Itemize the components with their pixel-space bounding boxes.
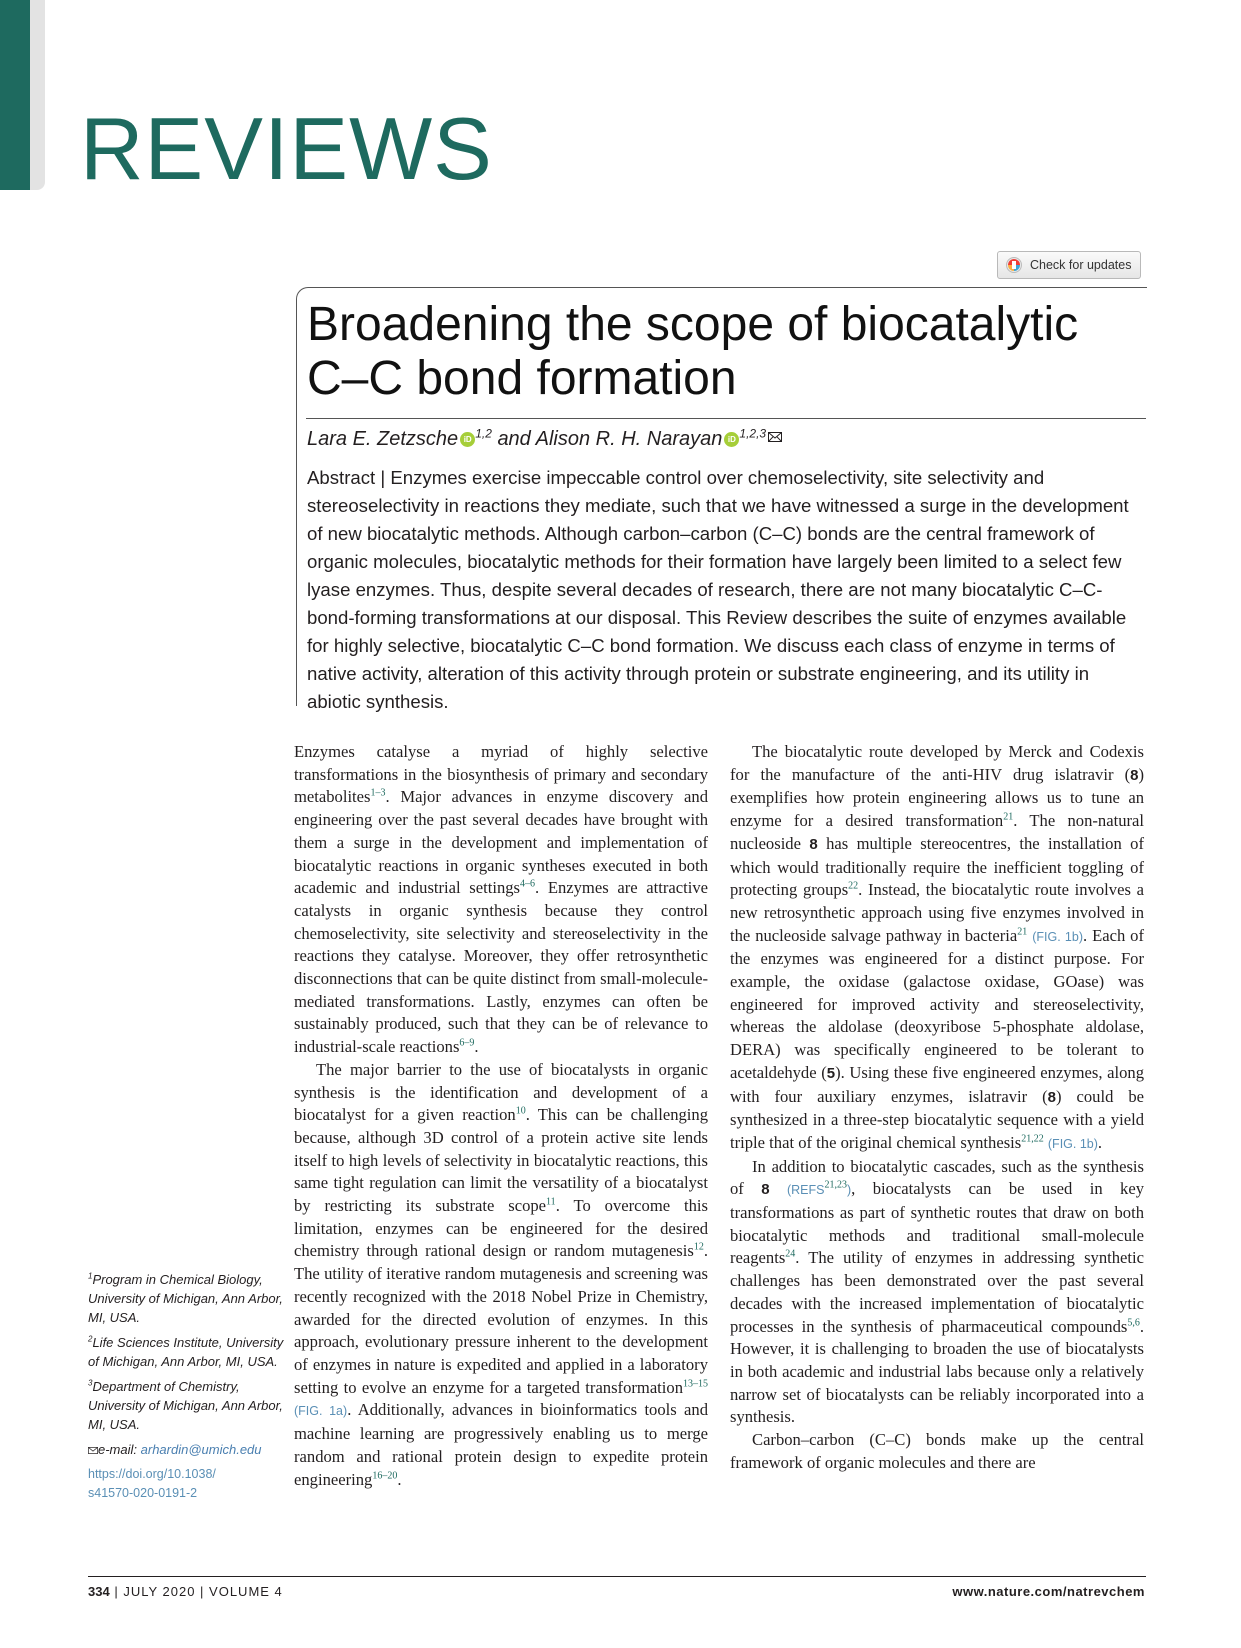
title-line-1: Broadening the scope of biocatalytic: [307, 298, 1079, 351]
footer-issue: 334 | JULY 2020 | VOLUME 4: [88, 1584, 283, 1599]
citation-link[interactable]: 5,6: [1127, 1317, 1140, 1329]
citation-link[interactable]: 6–9: [459, 1037, 475, 1049]
abstract-text: Enzymes exercise impeccable control over chemoselectivity, site selectivity and stereoselectivity in reactions they mediate, such that we have witnessed a surge in the development of new biocatalytic methods. Although carbon–carbon (C–C) bonds are the central framework of organic molecules, biocatalytic methods for their formation have largely been limited to a select few lyase enzymes. Thus, despite several decades of research, there are not many biocatalytic C–C-bond-forming transformations at our disposal. This Review describes the suite of enzymes available for highly selective, biocatalytic C–C bond formation. We discuss each class of enzyme in terms of native activity, alteration of this activity through protein or substrate engineering, and its utility in abiotic synthesis.: [307, 467, 1129, 712]
correspondence: e-mail: arhardin@umich.edu: [88, 1440, 288, 1459]
section-heading: REVIEWS: [80, 99, 493, 198]
citation-link[interactable]: 24: [785, 1248, 796, 1260]
title-line-2: C–C bond formation: [307, 352, 737, 405]
author-list: [307, 428, 782, 451]
citation-link[interactable]: 10: [515, 1105, 526, 1117]
check-for-updates-label: Check for updates: [1030, 258, 1132, 272]
envelope-icon[interactable]: [768, 432, 782, 442]
compound-number: 8: [1130, 766, 1139, 784]
citation-link[interactable]: 21,23: [824, 1179, 847, 1191]
citation-link[interactable]: 16–20: [372, 1469, 398, 1481]
affiliation: $^2$Life Sciences Institute, University of Michigan, Ann Arbor, MI, USA.: [88, 1334, 284, 1369]
citation-link[interactable]: 4–6: [520, 878, 536, 890]
citation-link[interactable]: 21: [1017, 926, 1028, 938]
citation-link[interactable]: 21: [1003, 811, 1014, 823]
affiliations: [88, 1270, 288, 1509]
title-rule: [306, 418, 1146, 419]
abstract-label: Abstract: [307, 467, 376, 488]
figure-link[interactable]: (FIG. 1a): [294, 1404, 348, 1419]
figure-link[interactable]: (FIG. 1b): [1032, 929, 1083, 944]
author-1-affiliations: 1,2: [475, 426, 492, 441]
section-color-band: [0, 0, 30, 190]
body-column-left: [294, 741, 708, 1491]
compound-number: 8: [1047, 1088, 1057, 1106]
section-band-shadow: [30, 0, 45, 190]
email-link[interactable]: arhardin@umich.edu: [140, 1442, 262, 1457]
compound-number: 8: [761, 1181, 770, 1199]
journal-url[interactable]: www.nature.com/natrevchem: [952, 1584, 1145, 1599]
author-2: Alison R. H. Narayan: [535, 428, 723, 450]
paragraph: Carbon–carbon (C–C) bonds make up the central framework of organic molecules and there are: [730, 1430, 1144, 1472]
author-conjunction: and: [497, 428, 531, 450]
crossmark-icon: [1006, 257, 1022, 273]
citation-link[interactable]: 13–15: [683, 1378, 708, 1390]
doi-link[interactable]: https://doi.org/10.1038/ s41570-020-0191-2: [88, 1467, 216, 1500]
article-title: [307, 298, 1127, 406]
orcid-icon[interactable]: iD: [460, 432, 475, 447]
affiliation: $^1$Program in Chemical Biology, University of Michigan, Ann Arbor, MI, USA.: [88, 1271, 283, 1325]
check-for-updates-button[interactable]: [997, 251, 1141, 279]
figure-link[interactable]: (FIG. 1b): [1047, 1136, 1098, 1151]
page-number: 334: [88, 1584, 110, 1599]
citation-link[interactable]: 22: [848, 880, 859, 892]
affiliation: $^3$Department of Chemistry, University of Michigan, Ann Arbor, MI, USA.: [88, 1378, 283, 1432]
refs-link[interactable]: (REFS: [786, 1183, 825, 1198]
paragraph: The major barrier to the use of biocatalysts in organic synthesis is the identification and development of a biocatalyst for a given reaction$^{10}$. This can be challenging because, although 3D control of a protein active site lends itself to high levels of selectivity in biocatalytic reactions, this same tight regulation can limit the versatility of a biocatalyst by restricting its substrate scope$^{11}$. To overcome this limitation, enzymes can be engineered for the desired chemistry through rational design or random mutagenesis$^{12}$. The utility of iterative random mutagenesis and screening was recently recognized with the 2018 Nobel Prize in Chemistry, awarded for the directed evolution of enzymes. In this approach, evolutionary pressure inherent to the development of enzymes in nature is expedited and applied in a laboratory setting to evolve an enzyme for a targeted transformation$^{13-15}$ (FIG. 1a). Additionally, advances in bioinformatics tools and machine learning are progressively enabling us to merge random and rational protein design to expedite protein engineering$^{16-20}$.: [294, 1059, 709, 1489]
citation-link[interactable]: 12: [693, 1241, 704, 1253]
citation-link[interactable]: 1–3: [370, 787, 386, 799]
footer-rule: [88, 1576, 1146, 1577]
citation-link[interactable]: 21,22: [1021, 1133, 1044, 1145]
body-column-right: [730, 741, 1144, 1475]
citation-link[interactable]: 11: [546, 1196, 556, 1208]
paragraph: Enzymes catalyse a myriad of highly selective transformations in the biosynthesis of primary and secondary metabolites$^{1-3}$. Major advances in enzyme discovery and engineering over the past several decades have brought with them a surge in the development and implementation of biocatalytic reactions in organic syntheses executed in both academic and industrial settings$^{4-6}$. Enzymes are attractive catalysts in organic synthesis because they control chemoselectivity, site selectivity and stereoselectivity in the reactions they catalyse. Moreover, they offer retrosynthetic disconnections that can be quite distinct from small-molecule-mediated transformations. Lastly, enzymes can often be sustainably produced, such that they can be of relevance to industrial-scale reactions$^{6-9}$.: [294, 742, 708, 1057]
compound-number: 5: [826, 1064, 836, 1082]
author-2-affiliations: 1,2,3: [739, 426, 767, 441]
orcid-icon[interactable]: iD: [724, 432, 739, 447]
abstract: Abstract | Enzymes exercise impeccable control over chemoselectivity, site selectivity and stereoselectivity in reactions they mediate, such that we have witnessed a surge in the development of new biocatalytic methods. Although carbon–carbon (C–C) bonds are the central framework of organic molecules, biocatalytic methods for their formation have largely been limited to a select few lyase enzymes. Thus, despite several decades of research, there are not many biocatalytic C–C-bond-forming transformations at our disposal. This Review describes the suite of enzymes available for highly selective, biocatalytic C–C bond formation. We discuss each class of enzyme in terms of native activity, alteration of this activity through protein or substrate engineering, and its utility in abiotic synthesis.: [307, 467, 1129, 712]
paragraph: In addition to biocatalytic cascades, such as the synthesis of 8 (REFS$^{21,23}$), biocatalysts can be used in key transformations as part of synthetic routes that draw on both biocatalytic methods and traditional small-molecule reagents$^{24}$. The utility of enzymes in addressing synthetic challenges has been demonstrated over the past several decades with the increased implementation of biocatalytic processes in the synthesis of pharmaceutical compounds$^{5,6}$. However, it is challenging to broaden the use of biocatalysts in both academic and industrial labs because only a relatively narrow set of biocatalysts can be reliably incorporated into a synthesis.: [730, 1156, 1144, 1427]
envelope-icon: [88, 1447, 98, 1454]
compound-number: 8: [809, 835, 818, 853]
author-1: Lara E. Zetzsche: [307, 428, 459, 450]
paragraph: The biocatalytic route developed by Merck and Codexis for the manufacture of the anti-HIV drug islatravir (8) exemplifies how protein engineering allows us to tune an enzyme for a desired transformation$^{21}$. The non-natural nucleoside 8 has multiple stereocentres, the installation of which would traditionally require the inefficient toggling of protecting groups$^{22}$. Instead, the biocatalytic route involves a new retrosynthetic approach using five enzymes involved in the nucleoside salvage pathway in bacteria$^{21}$ (FIG. 1b). Each of the enzymes was engineered for a distinct purpose. For example, the oxidase (galactose oxidase, GOase) was engineered for improved activity and stereoselectivity, whereas the aldolase (deoxyribose 5-phosphate aldolase, DERA) was specifically engineered to be tolerant to acetaldehyde (5). Using these five engineered enzymes, along with four auxiliary enzymes, islatravir (8) could be synthesized in a three-step biocatalytic sequence with a yield triple that of the original chemical synthesis$^{21,22}$ (FIG. 1b).: [730, 742, 1145, 1152]
